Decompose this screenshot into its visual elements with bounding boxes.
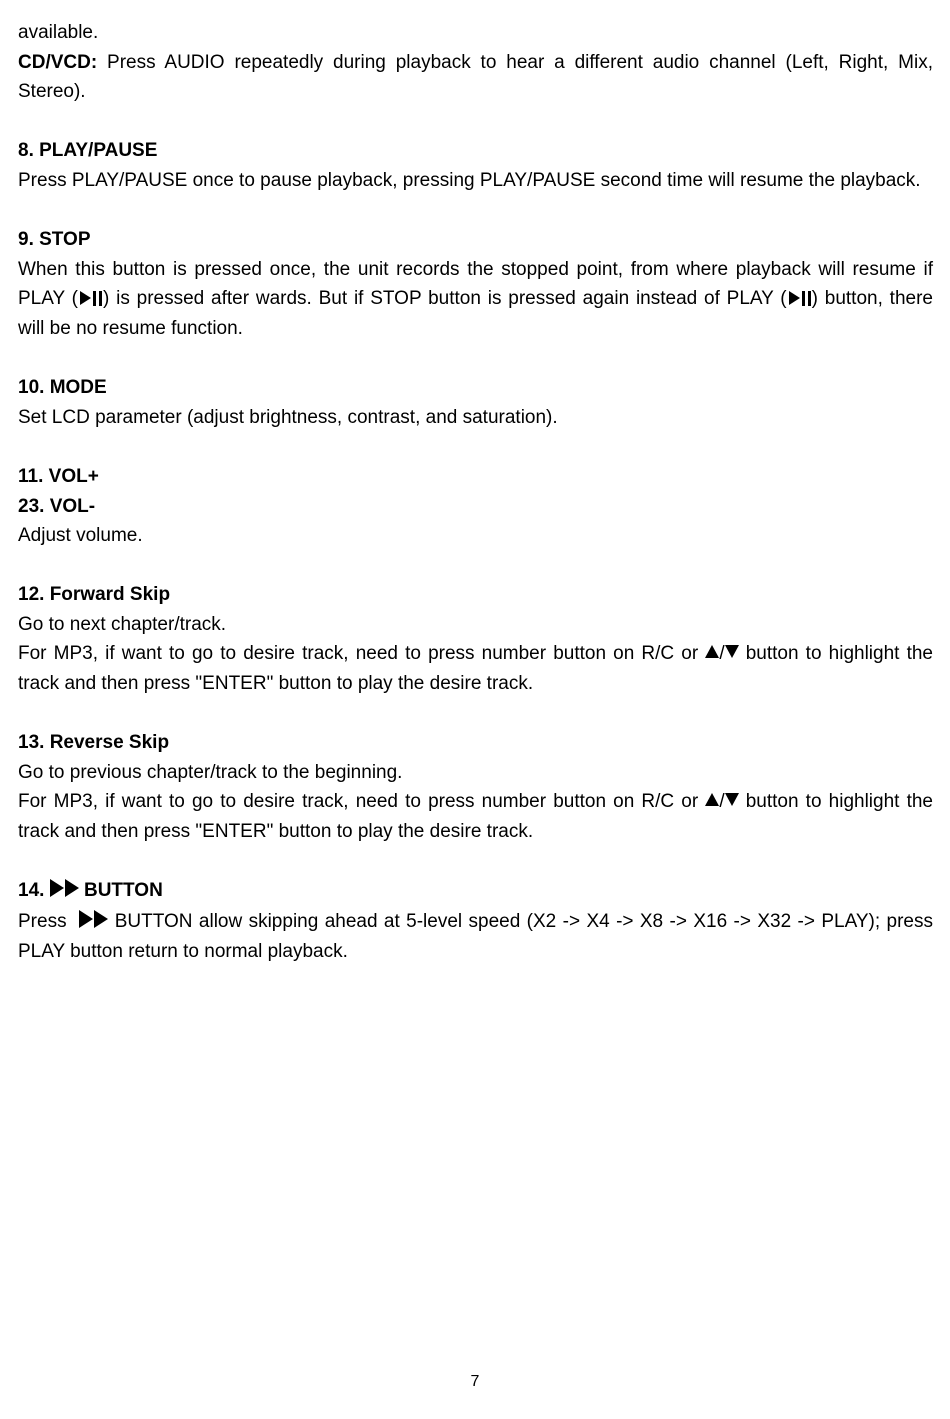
text-available: available. — [18, 22, 99, 43]
reverse-skip-text-2: button to highlight the track and then press "ENTER" button to play the desire track. — [18, 791, 933, 843]
fast-forward-num: 14. — [18, 880, 45, 902]
stop-description — [18, 255, 933, 344]
stop-text-3: ) button, there will be no resume function. — [18, 288, 933, 339]
reverse-skip-line1: Go to previous chapter/track to the beginning. — [18, 761, 403, 783]
page-number: 7 — [470, 1373, 480, 1390]
fast-forward-description — [18, 907, 933, 967]
manual-page — [18, 18, 933, 967]
play-pause-description: Press PLAY/PAUSE once to pause playback, pressing PLAY/PAUSE second time will resume the playback. — [18, 169, 921, 191]
heading-vol-down: 23. VOL- — [18, 495, 96, 517]
fast-forward-icon — [79, 908, 108, 938]
reverse-skip-mp3-paragraph — [18, 787, 933, 846]
cdvcd-text: Press AUDIO repeatedly during playback to hear a different audio channel (Left, Right, Mix, Stereo). — [18, 51, 933, 103]
heading-vol-up: 11. VOL+ — [18, 465, 99, 487]
down-arrow-icon — [725, 645, 739, 658]
stop-text-2: ) is pressed after wards. But if STOP button is pressed again instead of PLAY ( — [102, 288, 787, 310]
heading-play-pause: 8. PLAY/PAUSE — [18, 140, 158, 162]
mode-description: Set LCD parameter (adjust brightness, contrast, and saturation). — [18, 406, 558, 428]
up-arrow-icon — [705, 793, 719, 806]
fast-forward-label: BUTTON — [83, 880, 163, 902]
play-triangle-icon — [789, 291, 800, 305]
fast-forward-text: BUTTON allow skipping ahead at 5-level speed (X2 -> X4 -> X8 -> X16 -> X32 -> PLAY); press PLAY button return to normal playback. — [18, 910, 933, 963]
cdvcd-label: CD/VCD: — [18, 51, 98, 73]
heading-mode: 10. MODE — [18, 377, 107, 399]
forward-skip-sep: / — [719, 643, 725, 665]
reverse-skip-text-1: For MP3, if want to go to desire track, need to press number button on R/C or — [18, 791, 706, 813]
heading-fast-forward — [18, 876, 933, 907]
fast-forward-press: Press — [18, 910, 67, 932]
forward-skip-line1: Go to next chapter/track. — [18, 613, 227, 635]
play-triangle-icon — [80, 291, 91, 305]
pause-bars-icon — [93, 291, 102, 306]
up-arrow-icon — [705, 645, 719, 658]
forward-skip-text-1: For MP3, if want to go to desire track, need to press number button on R/C or — [18, 643, 706, 665]
reverse-skip-sep: / — [719, 791, 725, 813]
heading-forward-skip: 12. Forward Skip — [18, 584, 171, 606]
cdvcd-paragraph — [18, 48, 933, 107]
heading-reverse-skip: 13. Reverse Skip — [18, 732, 170, 754]
forward-skip-mp3-paragraph — [18, 639, 933, 698]
heading-stop: 9. STOP — [18, 229, 91, 251]
forward-skip-text-2: button to highlight the track and then press "ENTER" button to play the desire track. — [18, 643, 933, 695]
volume-description: Adjust volume. — [18, 525, 143, 547]
pause-bars-icon — [802, 291, 811, 306]
down-arrow-icon — [725, 793, 739, 806]
fast-forward-icon — [50, 877, 79, 907]
stop-text-1: When this button is pressed once, the unit records the stopped point, from where playback will resume if PLAY ( — [18, 258, 933, 310]
